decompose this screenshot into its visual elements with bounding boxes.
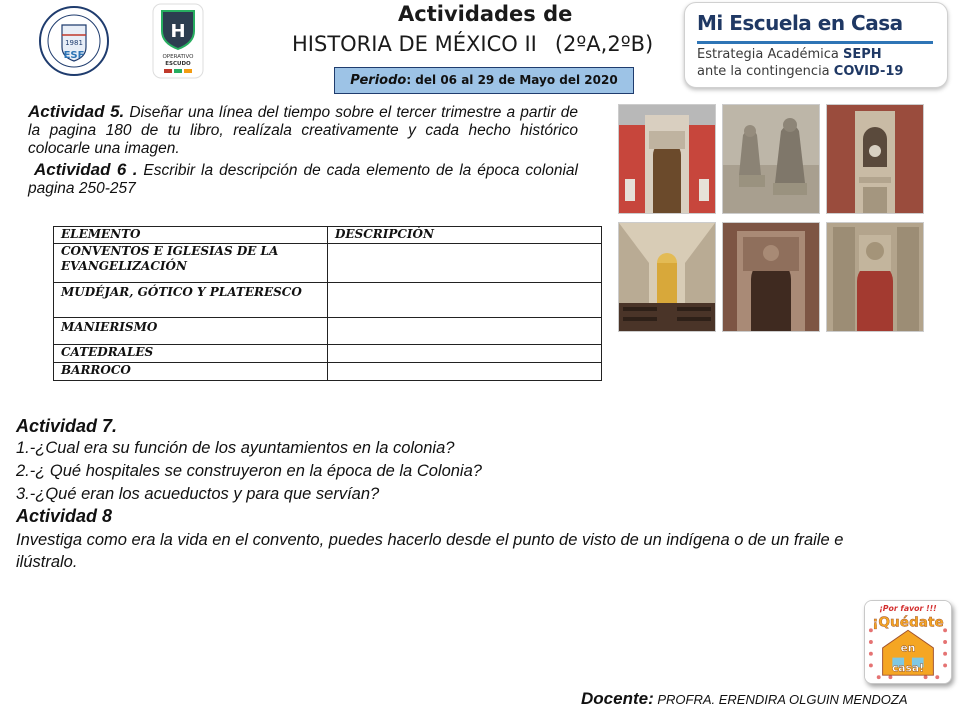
mi-escuela-en-casa-banner [684, 2, 948, 88]
banner-line2: ante la contingencia COVID-19 [697, 64, 904, 79]
banner-divider [697, 41, 933, 44]
activity-5 [28, 103, 578, 158]
activity-5-text: Diseñar una línea del tiempo sobre el tercer trimestre a partir de la pagina 180 de tu libro, realízala creativamente y cada hecho histórico colocarle una imagen. [28, 104, 578, 157]
svg-text:ESCUDO: ESCUDO [165, 61, 191, 67]
table-row [54, 283, 602, 318]
activity-7-question-2: 2.-¿ Qué hospitales se construyeron en la época de la Colonia? [16, 462, 482, 480]
colonial-elements-table [53, 226, 602, 381]
table-cell-element: CATEDRALES [54, 345, 328, 363]
activities-5-6 [28, 103, 578, 198]
table-cell-description[interactable] [328, 244, 602, 283]
groups-label: (2ºA,2ºB) [554, 32, 654, 56]
table-cell-description[interactable] [328, 363, 602, 381]
activity-8-text: Investiga como era la vida en el convento, puedes hacerlo desde el punto de visto de un indígena o de un fraile e ilústralo. [16, 531, 844, 571]
table-cell-description[interactable] [328, 283, 602, 318]
activity-6-heading: Actividad 6 . [33, 160, 138, 179]
teacher-name: PROFRA. ERENDIRA OLGUIN MENDOZA [653, 692, 908, 707]
brick-niche-facade-photo [826, 104, 924, 214]
banner-line1: Estrategia Académica SEPH [697, 47, 882, 62]
activity-8-heading: Actividad 8 [16, 506, 113, 526]
table-cell-description[interactable] [328, 345, 602, 363]
table-header-description: DESCRIPCIÓN [328, 227, 602, 244]
table-cell-element: MUDÉJAR, GÓTICO Y PLATERESCO [54, 283, 328, 318]
stone-saints-sculptures-photo [722, 104, 820, 214]
table-header-element: ELEMENTO [54, 227, 328, 244]
svg-text:casa!: casa! [891, 661, 925, 675]
period-value: del 06 al 29 de Mayo del 2020 [415, 73, 618, 87]
activity-5-heading: Actividad 5. [28, 102, 125, 121]
teacher-label: Docente: [581, 689, 654, 708]
baroque-carved-portal-photo [826, 222, 924, 332]
activity-6 [28, 161, 578, 198]
activity-7-heading: Actividad 7. [16, 416, 118, 436]
table-cell-description[interactable] [328, 318, 602, 345]
period-label: Periodo [350, 73, 407, 88]
table-cell-element: MANIERISMO [54, 318, 328, 345]
colonial-facade-red-photo [618, 104, 716, 214]
subject-name: HISTORIA DE MÉXICO II [292, 32, 537, 56]
svg-text:¡Quédate: ¡Quédate [872, 614, 944, 631]
svg-text:H: H [170, 21, 186, 42]
table-header-row [54, 227, 602, 244]
activity-7-question-3: 3.-¿Qué eran los acueductos y para que servían? [16, 485, 380, 503]
svg-text:¡Por favor !!!: ¡Por favor !!! [879, 603, 937, 613]
table-row [54, 244, 602, 283]
school-seal-logo [38, 5, 110, 77]
operativo-escudo-logo [152, 3, 204, 79]
teacher-credit [581, 689, 908, 709]
cathedral-interior-nave-photo [618, 222, 716, 332]
svg-text:ESF: ESF [63, 50, 85, 61]
activity-7-question-1: 1.-¿Cual era su función de los ayuntamientos en la colonia? [16, 439, 455, 457]
document-title: Actividades de [398, 2, 573, 26]
svg-text:OPERATIVO: OPERATIVO [162, 54, 194, 60]
table-row [54, 318, 602, 345]
table-cell-element: BARROCO [54, 363, 328, 381]
table-row [54, 345, 602, 363]
carved-stone-doorway-photo [722, 222, 820, 332]
period-box: Periodo: del 06 al 29 de Mayo del 2020 [334, 67, 634, 94]
quedate-en-casa-badge [864, 600, 952, 684]
activity-6-text: Escribir la descripción de cada elemento de la época colonial pagina 250-257 [28, 162, 578, 197]
svg-text:en: en [900, 641, 916, 655]
subject-title [292, 32, 653, 56]
banner-title: Mi Escuela en Casa [697, 11, 903, 35]
svg-text:1981: 1981 [65, 39, 83, 47]
table-row [54, 363, 602, 381]
table-cell-element: CONVENTOS E IGLESIAS DE LA EVANGELIZACIÓN [54, 244, 328, 283]
